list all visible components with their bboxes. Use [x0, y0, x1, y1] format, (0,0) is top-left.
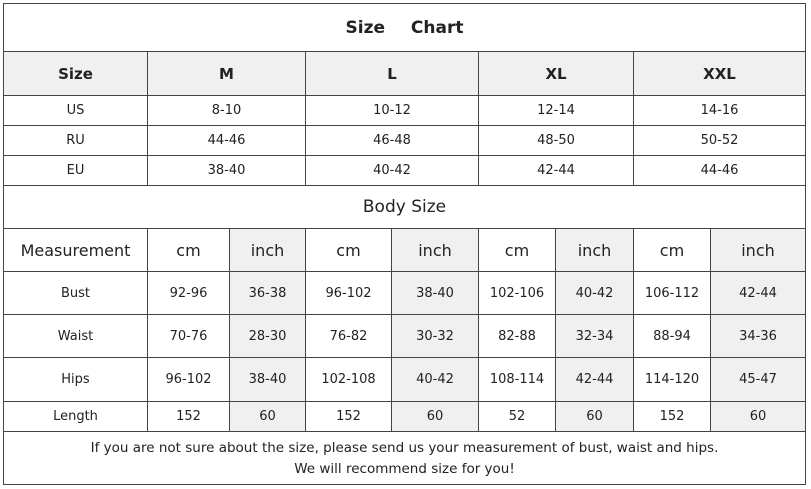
table-cell: 32-34: [556, 315, 634, 357]
table-cell: 48-50: [479, 126, 634, 155]
table-cell: US: [4, 96, 148, 125]
table-cell: 40-42: [556, 272, 634, 314]
body-size-title-row: [4, 186, 805, 229]
table-cell: Length: [4, 402, 148, 431]
table-cell: 60: [711, 402, 805, 431]
table-cell: 30-32: [392, 315, 479, 357]
table-cell: 102-106: [479, 272, 556, 314]
table-cell: 60: [556, 402, 634, 431]
table-cell: 50-52: [700, 133, 739, 148]
unit-header: inch: [392, 229, 479, 271]
table-cell: EU: [4, 156, 148, 185]
table-cell: 60: [230, 402, 306, 431]
table-cell: 96-102: [148, 358, 230, 401]
table-cell: Bust: [4, 272, 148, 314]
table-cell: 114-120: [634, 358, 711, 401]
unit-header: cm: [306, 229, 392, 271]
table-cell: 42-44: [711, 272, 805, 314]
unit-header: cm: [479, 229, 556, 271]
table-cell: Hips: [4, 358, 148, 401]
table-cell: Waist: [4, 315, 148, 357]
table-cell: 44-46: [700, 163, 739, 178]
table-cell: 42-44: [479, 156, 634, 185]
table-cell: 45-47: [711, 358, 805, 401]
unit-header: inch: [230, 229, 306, 271]
body-row-length: [4, 402, 805, 432]
table-cell: 82-88: [479, 315, 556, 357]
measurement-header: Measurement: [4, 229, 148, 271]
unit-header: inch: [711, 229, 805, 271]
body-header-row: [4, 229, 805, 272]
size-header-row: [4, 52, 805, 96]
table-cell: 12-14: [479, 96, 634, 125]
table-cell: RU: [4, 126, 148, 155]
body-row-hips: [4, 358, 805, 402]
size-advice-note-2: We will recommend size for you!: [294, 461, 515, 477]
table-cell: 106-112: [634, 272, 711, 314]
table-cell: 60: [392, 402, 479, 431]
body-row-waist: [4, 315, 805, 358]
table-cell: 42-44: [556, 358, 634, 401]
size-row-us: [4, 96, 805, 126]
table-cell: 8-10: [148, 96, 306, 125]
table-cell: 152: [306, 402, 392, 431]
size-row-eu: [4, 156, 805, 186]
table-cell: 38-40: [148, 156, 306, 185]
table-cell: 34-36: [711, 315, 805, 357]
table-cell: 10-12: [306, 96, 479, 125]
table-cell: 28-30: [230, 315, 306, 357]
table-cell: 96-102: [306, 272, 392, 314]
table-cell: 88-94: [634, 315, 711, 357]
unit-header: cm: [634, 229, 711, 271]
table-cell: 152: [634, 402, 711, 431]
table-cell: 36-38: [230, 272, 306, 314]
size-header-xl: XL: [479, 52, 634, 95]
table-cell: 40-42: [306, 156, 479, 185]
table-cell: 102-108: [306, 358, 392, 401]
body-row-bust: [4, 272, 805, 315]
unit-header: cm: [148, 229, 230, 271]
table-cell: 108-114: [479, 358, 556, 401]
table-cell: 40-42: [392, 358, 479, 401]
chart-title: Size Chart: [345, 17, 464, 38]
body-size-title: Body Size: [362, 197, 447, 217]
table-cell: 70-76: [148, 315, 230, 357]
size-chart-sheet: [3, 3, 806, 485]
table-cell: 38-40: [230, 358, 306, 401]
unit-header: inch: [556, 229, 634, 271]
table-cell: 52: [479, 402, 556, 431]
title-row: [4, 4, 805, 52]
table-cell: 44-46: [148, 126, 306, 155]
table-cell: 92-96: [148, 272, 230, 314]
table-cell: 38-40: [392, 272, 479, 314]
table-cell: 76-82: [306, 315, 392, 357]
size-header-m: M: [148, 52, 306, 95]
size-header-xxl: XXL: [703, 64, 736, 83]
table-cell: 152: [148, 402, 230, 431]
table-cell: 14-16: [700, 103, 739, 118]
size-advice-note: If you are not sure about the size, please send us your measurement of bust, waist and hips.: [90, 440, 719, 456]
size-row-ru: [4, 126, 805, 156]
size-header-l: L: [306, 52, 479, 95]
table-cell: 46-48: [306, 126, 479, 155]
size-header-label: Size: [4, 52, 148, 95]
